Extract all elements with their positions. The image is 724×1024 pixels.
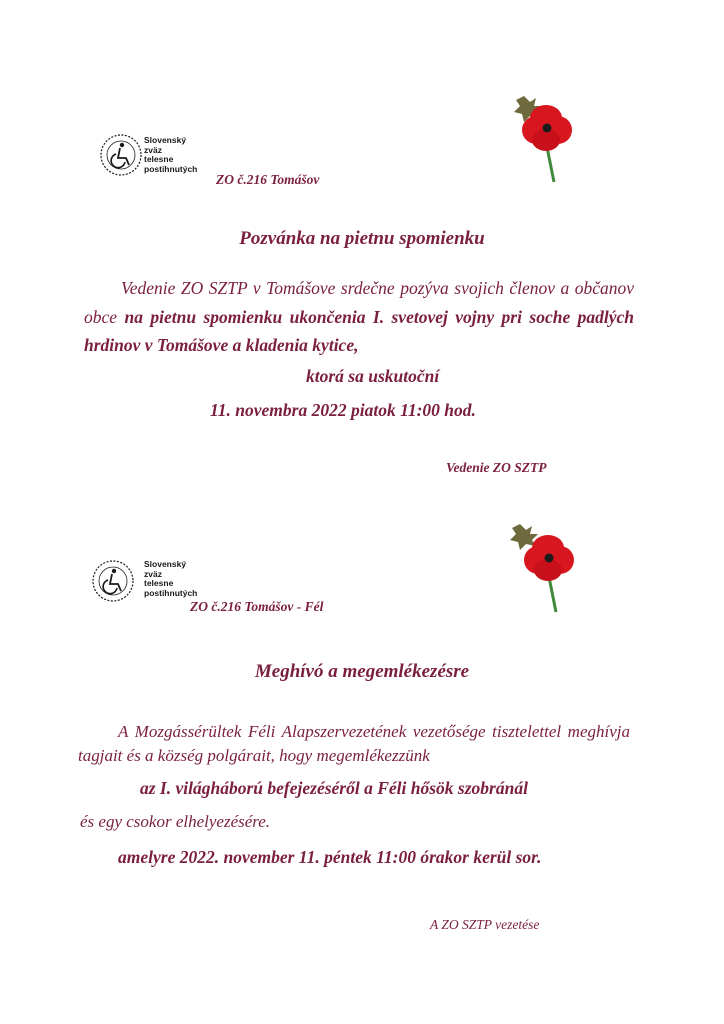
invitation-title-sk: Pozvánka na pietnu spomienku: [239, 228, 485, 249]
poppy-icon: [510, 520, 580, 615]
event-intro-sk: ktorá sa uskutoční: [306, 366, 440, 386]
sztp-logo: [98, 132, 198, 182]
poppy-icon: [510, 92, 580, 187]
event-date-hu: amelyre 2022. november 11. péntek 11:00 órakor kerül sor.: [118, 847, 542, 867]
org-name-sk: ZO č.216 Tomášov: [216, 172, 320, 187]
logo-text: Slovenský zväz telesne postihnutých: [144, 135, 198, 174]
wheelchair-emblem-icon: [90, 558, 136, 604]
event-date-sk: 11. novembra 2022 piatok 11:00 hod.: [210, 400, 476, 420]
event-location-hu: az I. világháború befejezéséről a Féli hősök szobránál: [140, 778, 528, 798]
invitation-title-hu: Meghívó a megemlékezésre: [254, 661, 470, 682]
sztp-logo-hu: [90, 558, 198, 608]
signature-sk: Vedenie ZO SZTP: [446, 460, 547, 475]
wheelchair-emblem-icon: [98, 132, 144, 178]
logo-text: Slovenský zväz telesne postihnutých: [144, 559, 198, 598]
invitation-text-sk: [84, 274, 634, 360]
event-detail-hu: és egy csokor elhelyezésére.: [80, 812, 271, 831]
invitation-text-plain: Vedenie ZO SZTP v Tomášove srdečne pozýva svojich členov a občanov obce: [84, 278, 634, 327]
org-name-hu: ZO č.216 Tomášov - Fél: [190, 599, 324, 614]
invitation-text-hu: A Mozgássérültek Féli Alapszervezetének vezetősége tisztelettel meghívja tagjait és a község polgárait, hogy megemlékezzünk: [78, 722, 630, 765]
signature-hu: A ZO SZTP vezetése: [430, 917, 540, 932]
invitation-text-bold: na pietnu spomienku ukončenia I. svetovej vojny pri soche padlých hrdinov v Tomášove a kladenia kytice,: [84, 306, 635, 355]
